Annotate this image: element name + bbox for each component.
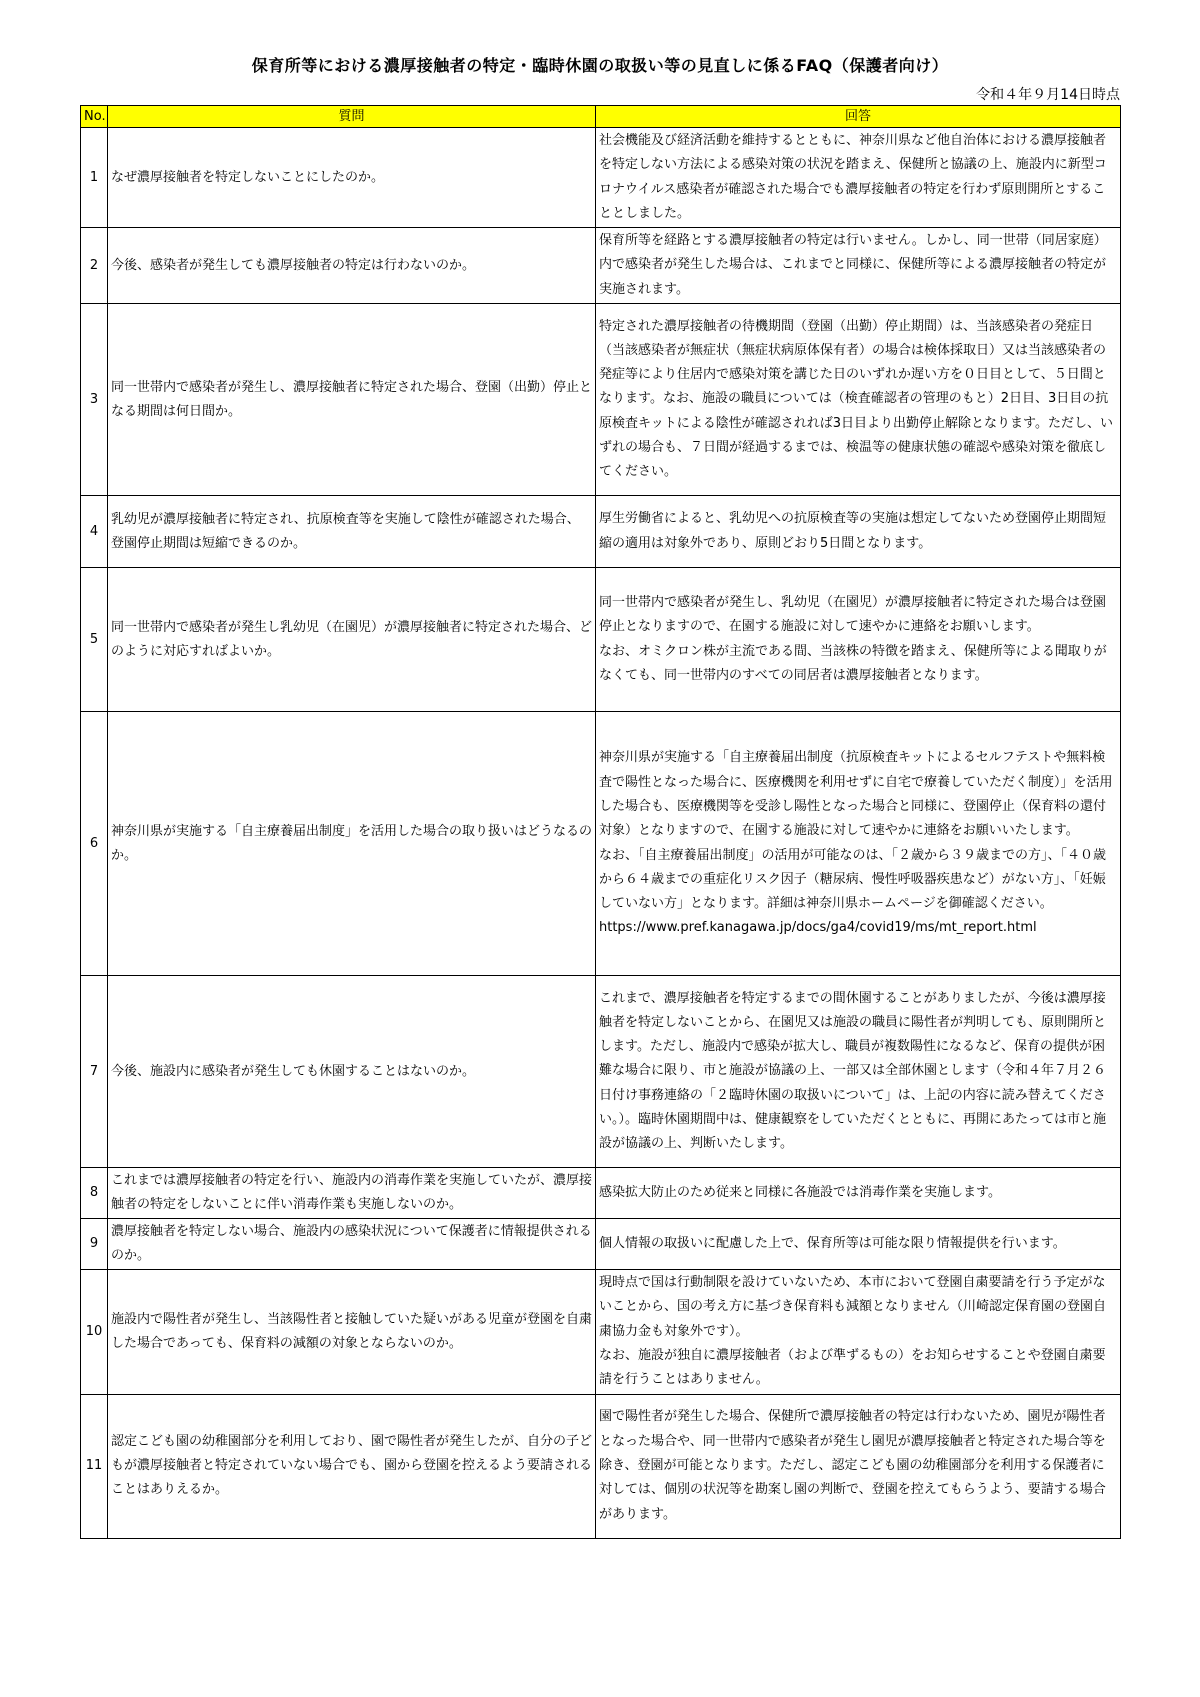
table-row xyxy=(81,976,1121,1168)
faq-table-body xyxy=(81,128,1121,1539)
question-cell: 同一世帯内で感染者が発生し乳幼児（在園児）が濃厚接触者に特定された場合、どのように対応すればよいか。 xyxy=(108,568,596,712)
answer-paragraph: 感染拡大防止のため従来と同様に各施設では消毒作業を実施します。 xyxy=(599,1184,1001,1200)
answer-cell xyxy=(596,976,1121,1168)
answer-cell xyxy=(596,1270,1121,1394)
document-date: 令和４年９月14日時点 xyxy=(976,87,1120,103)
question-cell: なぜ濃厚接触者を特定しないことにしたのか。 xyxy=(108,128,596,228)
table-row xyxy=(81,712,1121,976)
answer-cell xyxy=(596,304,1121,496)
answer-cell xyxy=(596,1219,1121,1270)
row-number: 9 xyxy=(81,1219,108,1270)
answer-paragraph: 特定された濃厚接触者の待機期間（登園（出勤）停止期間）は、当該感染者の発症日（当該感染者が無症状（無症状病原体保有者）の場合は検体採取日）又は当該感染者の発症等により住居内で感染対策を講じた日のいずれか遅い方を０日目として、５日間となります。なお、施設の職員については（検査確認者の管理のもと）2日目、3日目の抗原検査キットによる陰性が確認されれば3日目より出勤停止解除となります。ただし、いずれの場合も、７日間が経過するまでは、検温等の健康状態の確認や感染対策を徹底してください。 xyxy=(599,318,1113,480)
row-number: 2 xyxy=(81,228,108,304)
answer-paragraph: 現時点で国は行動制限を設けていないため、本市において登園自粛要請を行う予定がないことから、国の考え方に基づき保育料も減額となりません（川崎認定保育園の登園自粛協力金も対象外です）。 xyxy=(599,1275,1107,1339)
table-header-row xyxy=(81,106,1121,128)
column-header-question: 質問 xyxy=(108,106,596,128)
answer-paragraph: 個人情報の取扱いに配慮した上で、保育所等は可能な限り情報提供を行います。 xyxy=(599,1235,1066,1251)
answer-paragraph: なお、オミクロン株が主流である間、当該株の特徴を踏まえ、保健所等による聞取りがなくても、同一世帯内のすべての同居者は濃厚接触者となります。 xyxy=(599,643,1107,683)
question-cell: 濃厚接触者を特定しない場合、施設内の感染状況について保護者に情報提供されるのか。 xyxy=(108,1219,596,1270)
question-cell: 認定こども園の幼稚園部分を利用しており、園で陽性者が発生したが、自分の子どもが濃厚接触者と特定されていない場合でも、園から登園を控えるよう要請されることはありえるか。 xyxy=(108,1394,596,1538)
answer-cell xyxy=(596,228,1121,304)
faq-table xyxy=(80,105,1121,1539)
column-header-answer: 回答 xyxy=(596,106,1121,128)
question-cell: これまでは濃厚接触者の特定を行い、施設内の消毒作業を実施していたが、濃厚接触者の特定をしないことに伴い消毒作業も実施しないのか。 xyxy=(108,1168,596,1219)
table-row xyxy=(81,304,1121,496)
answer-paragraph: 社会機能及び経済活動を維持するとともに、神奈川県など他自治体における濃厚接触者を特定しない方法による感染対策の状況を踏まえ、保健所と協議の上、施設内に新型コロナウイルス感染者が確認された場合でも濃厚接触者の特定を行わず原則開所とすることとしました。 xyxy=(599,133,1107,221)
answer-paragraph: 園で陽性者が発生した場合、保健所で濃厚接触者の特定は行わないため、園児が陽性者となった場合や、同一世帯内で感染者が発生し園児が濃厚接触者と特定された場合等を除き、登園が可能となります。ただし、認定こども園の幼稚園部分を利用する保護者に対しては、個別の状況等を勘案し園の判断で、登園を控えてもらうよう、要請する場合があります。 xyxy=(599,1409,1106,1522)
question-cell: 同一世帯内で感染者が発生し、濃厚接触者に特定された場合、登園（出勤）停止となる期間は何日間か。 xyxy=(108,304,596,496)
row-number: 8 xyxy=(81,1168,108,1219)
row-number: 5 xyxy=(81,568,108,712)
answer-cell xyxy=(596,712,1121,976)
answer-paragraph: 厚生労働省によると、乳幼児への抗原検査等の実施は想定してないため登園停止期間短縮の適用は対象外であり、原則どおり5日間となります。 xyxy=(599,511,1107,551)
question-cell: 神奈川県が実施する「自主療養届出制度」を活用した場合の取り扱いはどうなるのか。 xyxy=(108,712,596,976)
table-row xyxy=(81,568,1121,712)
answer-paragraph: なお、「自主療養届出制度」の活用が可能なのは、「２歳から３９歳までの方」、「４０歳から６４歳までの重症化リスク因子（糖尿病、慢性呼吸器疾患など）がない方」、「妊娠していない方」となります。詳細は神奈川県ホームページを御確認ください。 xyxy=(599,847,1107,912)
row-number: 11 xyxy=(81,1394,108,1538)
answer-paragraph: これまで、濃厚接触者を特定するまでの間休園することがありましたが、今後は濃厚接触者を特定しないことから、在園児又は施設の職員に陽性者が判明しても、原則開所とします。ただし、施設内で感染が拡大し、職員が複数陽性になるなど、保育の提供が困難な場合に限り、市と施設が協議の上、一部又は全部休園とします（令和４年７月２６日付け事務連絡の「２臨時休園の取扱いについて」は、上記の内容に読み替えてください。）。臨時休園期間中は、健康観察をしていただくとともに、再開にあたっては市と施設が協議の上、判断いたします。 xyxy=(599,990,1107,1152)
answer-cell xyxy=(596,1168,1121,1219)
column-header-no: No. xyxy=(81,106,108,128)
answer-cell xyxy=(596,1394,1121,1538)
question-cell: 施設内で陽性者が発生し、当該陽性者と接触していた疑いがある児童が登園を自粛した場合であっても、保育料の減額の対象とならないのか。 xyxy=(108,1270,596,1394)
answer-cell xyxy=(596,496,1121,568)
row-number: 1 xyxy=(81,128,108,228)
answer-paragraph: 神奈川県が実施する「自主療養届出制度（抗原検査キットによるセルフテストや無料検査で陽性となった場合に、医療機関を利用せずに自宅で療養していただく制度）」を活用した場合も、医療機関等を受診し陽性となった場合と同様に、登園停止（保育料の還付対象）となりますので、在園する施設に対して速やかに連絡をお願いいたします。 xyxy=(599,750,1113,839)
question-cell: 今後、施設内に感染者が発生しても休園することはないのか。 xyxy=(108,976,596,1168)
table-row xyxy=(81,128,1121,228)
row-number: 4 xyxy=(81,496,108,568)
answer-cell xyxy=(596,128,1121,228)
row-number: 6 xyxy=(81,712,108,976)
answer-paragraph: 保育所等を経路とする濃厚接触者の特定は行いません。しかし、同一世帯（同居家庭）内で感染者が発生した場合は、これまでと同様に、保健所等による濃厚接触者の特定が実施されます。 xyxy=(599,233,1107,297)
reference-link[interactable]: https://www.pref.kanagawa.jp/docs/ga4/covid19/ms/mt_report.html xyxy=(599,920,1037,936)
answer-cell xyxy=(596,568,1121,712)
question-cell: 今後、感染者が発生しても濃厚接触者の特定は行わないのか。 xyxy=(108,228,596,304)
row-number: 3 xyxy=(81,304,108,496)
table-row xyxy=(81,1270,1121,1394)
document-title: 保育所等における濃厚接触者の特定・臨時休園の取扱い等の見直しに係るFAQ（保護者向け） xyxy=(251,56,949,75)
table-row xyxy=(81,1394,1121,1538)
answer-paragraph: なお、施設が独自に濃厚接触者（および準ずるもの）をお知らせすることや登園自粛要請を行うことはありません。 xyxy=(599,1347,1106,1388)
table-row xyxy=(81,496,1121,568)
row-number: 10 xyxy=(81,1270,108,1394)
answer-paragraph: 同一世帯内で感染者が発生し、乳幼児（在園児）が濃厚接触者に特定された場合は登園停止となりますので、在園する施設に対して速やかに連絡をお願いします。 xyxy=(599,594,1107,635)
table-row xyxy=(81,1168,1121,1219)
table-row xyxy=(81,1219,1121,1270)
table-row xyxy=(81,228,1121,304)
row-number: 7 xyxy=(81,976,108,1168)
question-cell: 乳幼児が濃厚接触者に特定され、抗原検査等を実施して陰性が確認された場合、登園停止期間は短縮できるのか。 xyxy=(108,496,596,568)
